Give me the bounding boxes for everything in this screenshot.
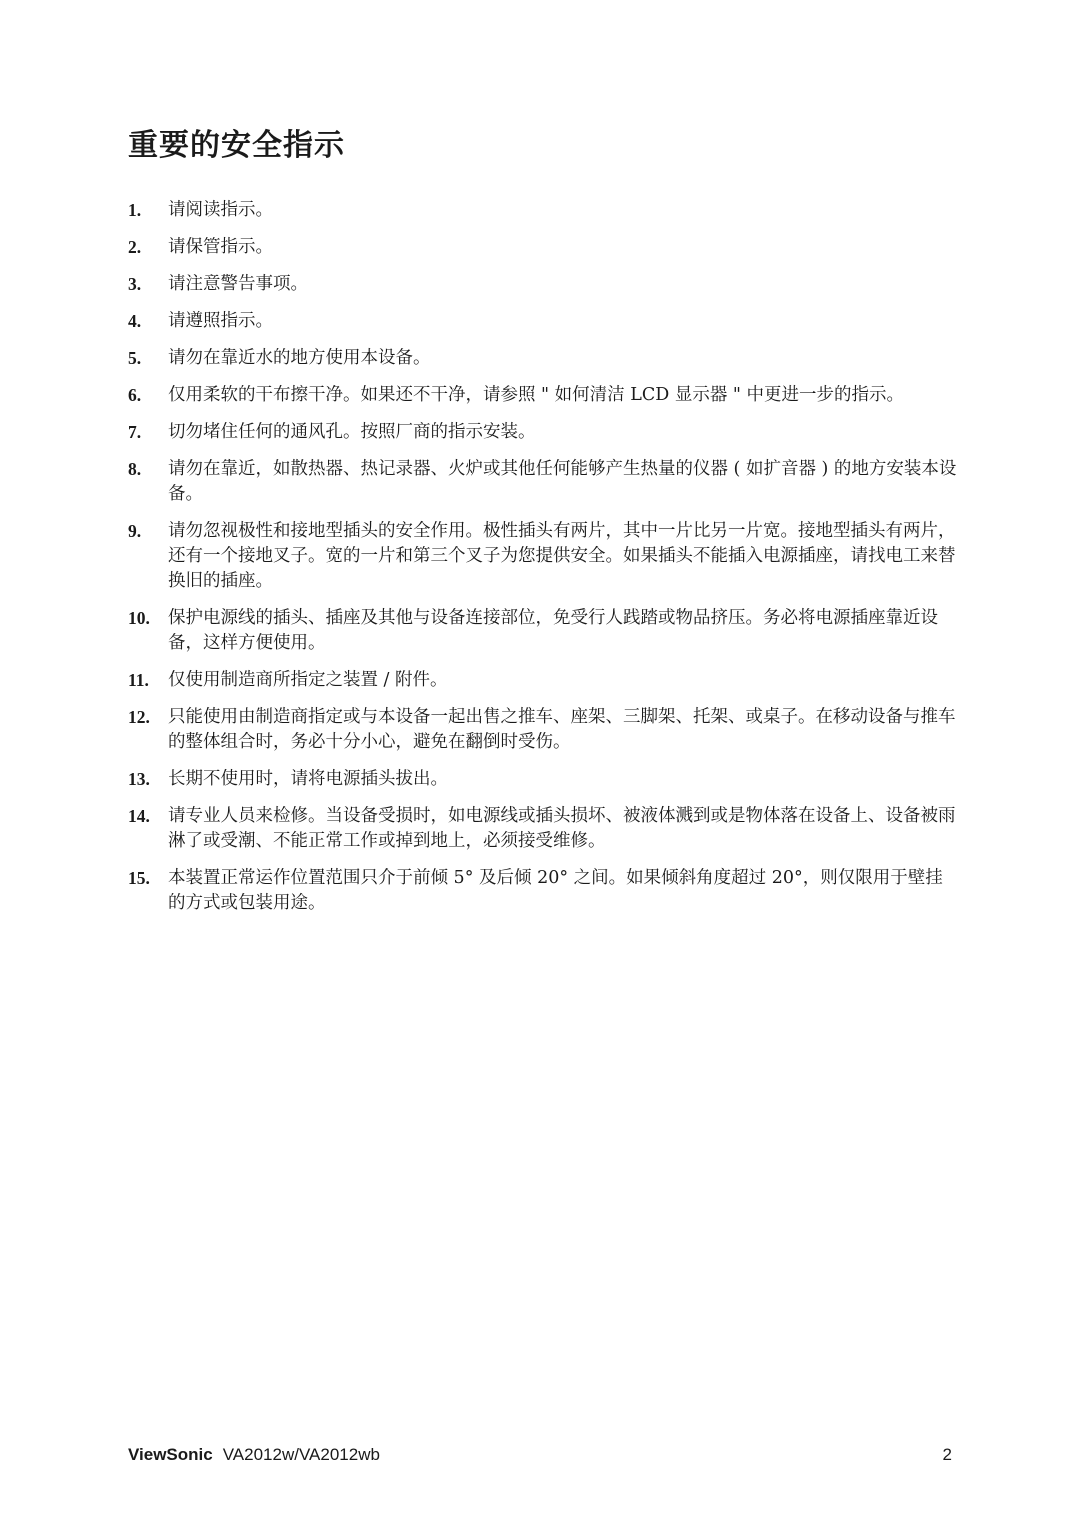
instruction-number: 9. [128, 521, 142, 541]
instruction-number: 4. [128, 311, 142, 331]
instruction-number: 2. [128, 237, 142, 257]
instruction-item [128, 767, 958, 792]
instruction-text: 本装置正常运作位置范围只介于前倾 5° 及后倾 20° 之间。如果倾斜角度超过 20°，则仅限用于壁挂的方式或包装用途。 [168, 868, 943, 913]
instruction-number: 7. [128, 422, 142, 442]
instruction-number: 1. [128, 200, 142, 220]
instruction-text: 请遵照指示。 [168, 311, 273, 331]
instruction-item [128, 457, 958, 507]
instruction-item [128, 606, 958, 656]
instruction-text: 请勿在靠近，如散热器、热记录器、火炉或其他任何能够产生热量的仪器 ( 如扩音器 ) 的地方安装本设备。 [168, 459, 957, 504]
instruction-item [128, 804, 958, 854]
footer-model: VA2012w/VA2012wb [222, 1445, 380, 1464]
instruction-number: 13. [128, 769, 150, 789]
instruction-item [128, 519, 958, 594]
instruction-text: 请勿忽视极性和接地型插头的安全作用。极性插头有两片，其中一片比另一片宽。接地型插头有两片，还有一个接地叉子。宽的一片和第三个叉子为您提供安全。如果插头不能插入电源插座，请找电工来替换旧的插座。 [168, 521, 956, 591]
instruction-text: 保护电源线的插头、插座及其他与设备连接部位，免受行人践踏或物品挤压。务必将电源插座靠近设备，这样方便使用。 [168, 608, 938, 653]
instruction-number: 6. [128, 385, 142, 405]
instruction-list [128, 198, 958, 916]
instruction-text: 请勿在靠近水的地方使用本设备。 [168, 348, 431, 368]
instruction-text: 切勿堵住任何的通风孔。按照厂商的指示安装。 [168, 422, 536, 442]
page-title: 重要的安全指示 [128, 128, 345, 163]
instruction-number: 10. [128, 608, 150, 628]
page-footer [128, 1445, 952, 1469]
instruction-number: 12. [128, 707, 150, 727]
instruction-number: 11. [128, 670, 149, 690]
instruction-text: 长期不使用时，请将电源插头拔出。 [168, 769, 448, 789]
instruction-item [128, 272, 958, 297]
instruction-text: 请注意警告事项。 [168, 274, 308, 294]
instruction-item [128, 383, 958, 408]
instruction-item [128, 309, 958, 334]
instruction-text: 仅使用制造商所指定之装置 / 附件。 [168, 670, 448, 690]
instruction-item [128, 420, 958, 445]
instruction-text: 请保管指示。 [168, 237, 273, 257]
instruction-item [128, 198, 958, 223]
instruction-number: 3. [128, 274, 142, 294]
page-number: 2 [942, 1445, 952, 1464]
instruction-item [128, 705, 958, 755]
instruction-item [128, 866, 958, 916]
instruction-text: 仅用柔软的干布擦干净。如果还不干净，请参照 " 如何清洁 LCD 显示器 " 中更进一步的指示。 [168, 385, 905, 405]
instruction-number: 15. [128, 868, 150, 888]
instruction-number: 5. [128, 348, 142, 368]
instruction-number: 8. [128, 459, 142, 479]
instruction-number: 14. [128, 806, 150, 826]
instruction-item [128, 235, 958, 260]
instruction-item [128, 346, 958, 371]
instruction-item [128, 668, 958, 693]
instruction-text: 请专业人员来检修。当设备受损时，如电源线或插头损坏、被液体溅到或是物体落在设备上、设备被雨淋了或受潮、不能正常工作或掉到地上，必须接受维修。 [168, 806, 956, 851]
instruction-text: 请阅读指示。 [168, 200, 273, 220]
footer-brand: ViewSonic [128, 1445, 213, 1464]
instruction-text: 只能使用由制造商指定或与本设备一起出售之推车、座架、三脚架、托架、或桌子。在移动设备与推车的整体组合时，务必十分小心，避免在翻倒时受伤。 [168, 707, 956, 752]
